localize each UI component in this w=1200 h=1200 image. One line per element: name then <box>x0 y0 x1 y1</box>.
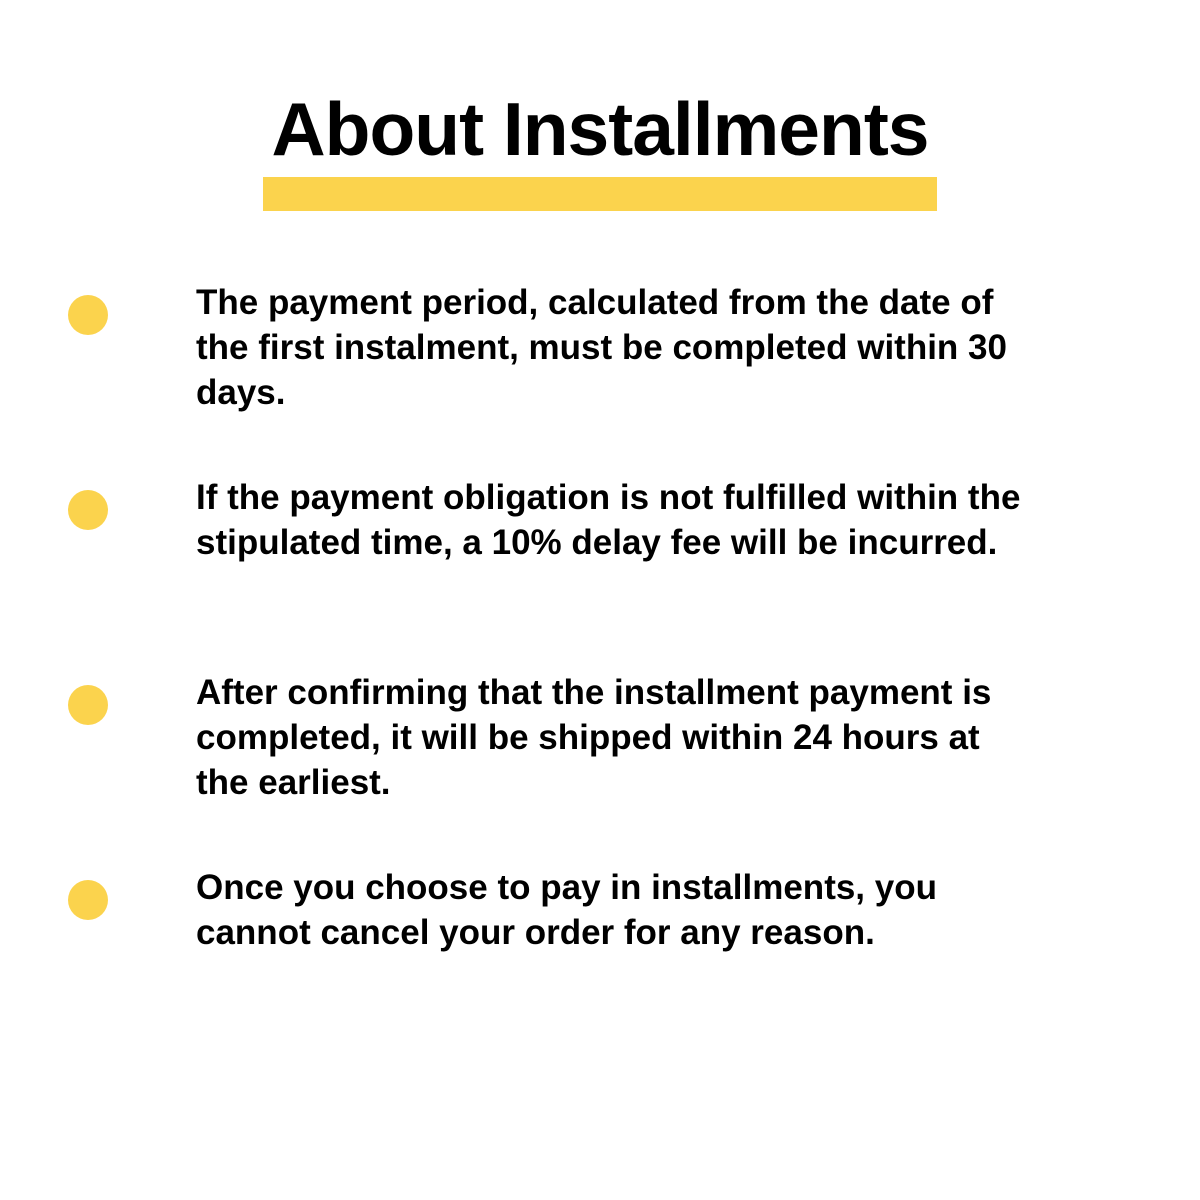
page-title: About Installments <box>271 87 929 172</box>
list-item <box>0 281 1200 476</box>
title-highlight-bar <box>263 177 936 211</box>
list-item <box>0 671 1200 866</box>
installment-terms-list <box>0 281 1200 1061</box>
page-title-block <box>70 0 1130 219</box>
filled-circle-icon <box>68 880 108 920</box>
filled-circle-icon <box>68 685 108 725</box>
list-item-text: The payment period, calculated from the date of the first instalment, must be completed within 30 days. <box>196 283 1007 412</box>
list-item <box>0 866 1200 1061</box>
title-wrapper <box>271 40 928 219</box>
filled-circle-icon <box>68 295 108 335</box>
list-item-text: After confirming that the installment payment is completed, it will be shipped within 24 hours at the earliest. <box>196 673 992 802</box>
list-item-text: Once you choose to pay in installments, you cannot cancel your order for any reason. <box>196 868 937 953</box>
list-item <box>0 476 1200 671</box>
filled-circle-icon <box>68 490 108 530</box>
list-item-text: If the payment obligation is not fulfilled within the stipulated time, a 10% delay fee will be incurred. <box>196 478 1021 563</box>
